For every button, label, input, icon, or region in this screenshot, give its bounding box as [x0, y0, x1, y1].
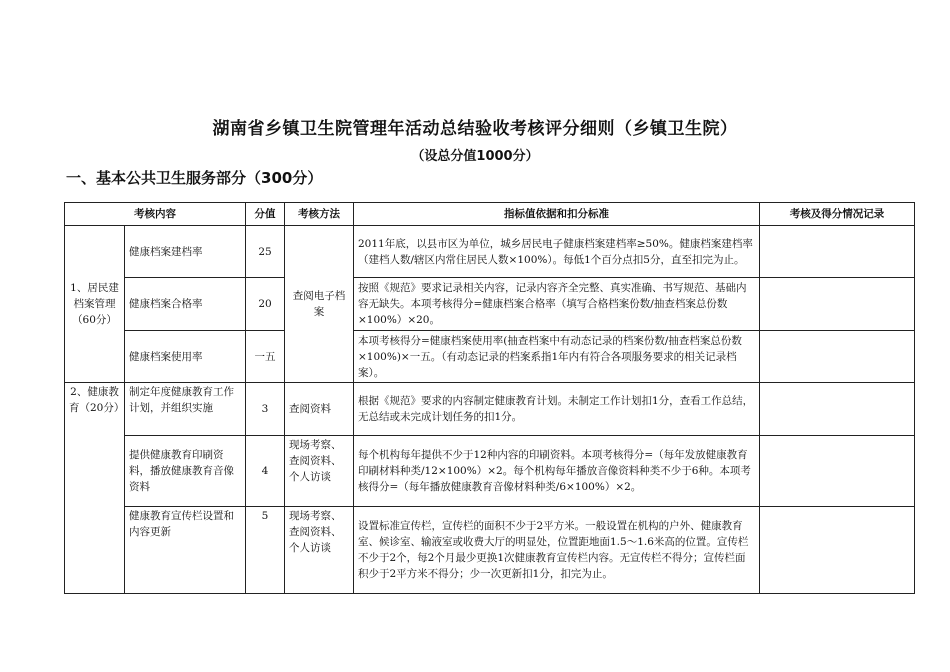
- table-header-row: [65, 203, 915, 226]
- scoring-table: [64, 202, 915, 594]
- table-row: [65, 436, 915, 507]
- criteria-cell: 根据《规范》要求的内容制定健康教育计划。未制定工作计划扣1分，查看工作总结，无总结或未完成计划任务的扣1分。: [354, 383, 760, 436]
- criteria-cell: 2011年底，以县市区为单位，城乡居民电子健康档案建档率≥50%。健康档案建档率（建档人数/辖区内常住居民人数×100%）。每低1个百分点扣5分，直至扣完为止。: [354, 226, 760, 278]
- score-cell: 一五: [246, 331, 285, 383]
- category-cell: 2、健康教育（20分）: [65, 383, 125, 594]
- criteria-cell: 设置标准宣传栏，宣传栏的面积不少于2平方米。一般设置在机构的户外、健康教育室、候诊室、输液室或收费大厅的明显处，位置距地面1.5～1.6米高的位置。宣传栏不少于2个，每2个月最少更换1次健康教育宣传栏内容。无宣传栏不得分；宣传栏面积少于2平方米不得分；少一次更新扣1分，扣完为止。: [354, 507, 760, 594]
- table-row: [65, 278, 915, 331]
- table-row: [65, 226, 915, 278]
- criteria-cell: 按照《规范》要求记录相关内容，记录内容齐全完整、真实准确、书写规范、基础内容无缺失。本项考核得分=健康档案合格率（填写合格档案份数/抽查档案总份数×100%）×20。: [354, 278, 760, 331]
- table-row: [65, 507, 915, 594]
- record-cell[interactable]: [760, 507, 915, 594]
- item-cell: 制定年度健康教育工作计划，并组织实施: [125, 383, 246, 436]
- header-score: 分值: [246, 203, 285, 226]
- criteria-cell: 每个机构每年提供不少于12种内容的印刷资料。本项考核得分=（每年发放健康教育印刷材料种类/12×100%）×2。每个机构每年播放音像资料种类不少于6种。本项考核得分=（每年播放健康教育音像材料种类/6×100%）×2。: [354, 436, 760, 507]
- header-record: 考核及得分情况记录: [760, 203, 915, 226]
- score-cell: 4: [246, 436, 285, 507]
- record-cell[interactable]: [760, 331, 915, 383]
- method-cell: 现场考察、查阅资料、个人访谈: [285, 436, 354, 507]
- section-heading: 一、基本公共卫生服务部分（300分）: [66, 169, 323, 187]
- record-cell[interactable]: [760, 383, 915, 436]
- document-title: 湖南省乡镇卫生院管理年活动总结验收考核评分细则（乡镇卫生院）: [212, 119, 738, 139]
- table-row: [65, 383, 915, 436]
- item-cell: 健康档案建档率: [125, 226, 246, 278]
- header-criteria: 指标值依据和扣分标准: [354, 203, 760, 226]
- method-cell: 查阅电子档案: [285, 226, 354, 383]
- item-cell: 健康档案合格率: [125, 278, 246, 331]
- table-row: [65, 331, 915, 383]
- score-cell: 25: [246, 226, 285, 278]
- method-cell: 查阅资料: [285, 383, 354, 436]
- item-cell: 提供健康教育印刷资料，播放健康教育音像资料: [125, 436, 246, 507]
- item-cell: 健康档案使用率: [125, 331, 246, 383]
- score-cell: 20: [246, 278, 285, 331]
- item-cell: 健康教育宣传栏设置和内容更新: [125, 507, 246, 594]
- score-cell: 5: [246, 507, 285, 594]
- method-cell: 现场考察、查阅资料、个人访谈: [285, 507, 354, 594]
- category-cell: 1、居民建档案管理（60分）: [65, 226, 125, 383]
- criteria-cell: 本项考核得分=健康档案使用率(抽查档案中有动态记录的档案份数/抽查档案总份数×100%)×一五。（有动态记录的档案系指1年内有符合各项服务要求的相关记录档案）。: [354, 331, 760, 383]
- record-cell[interactable]: [760, 278, 915, 331]
- record-cell[interactable]: [760, 436, 915, 507]
- record-cell[interactable]: [760, 226, 915, 278]
- header-content: 考核内容: [65, 203, 246, 226]
- document-subtitle: （设总分值1000分）: [411, 149, 539, 164]
- score-cell: 3: [246, 383, 285, 436]
- header-method: 考核方法: [285, 203, 354, 226]
